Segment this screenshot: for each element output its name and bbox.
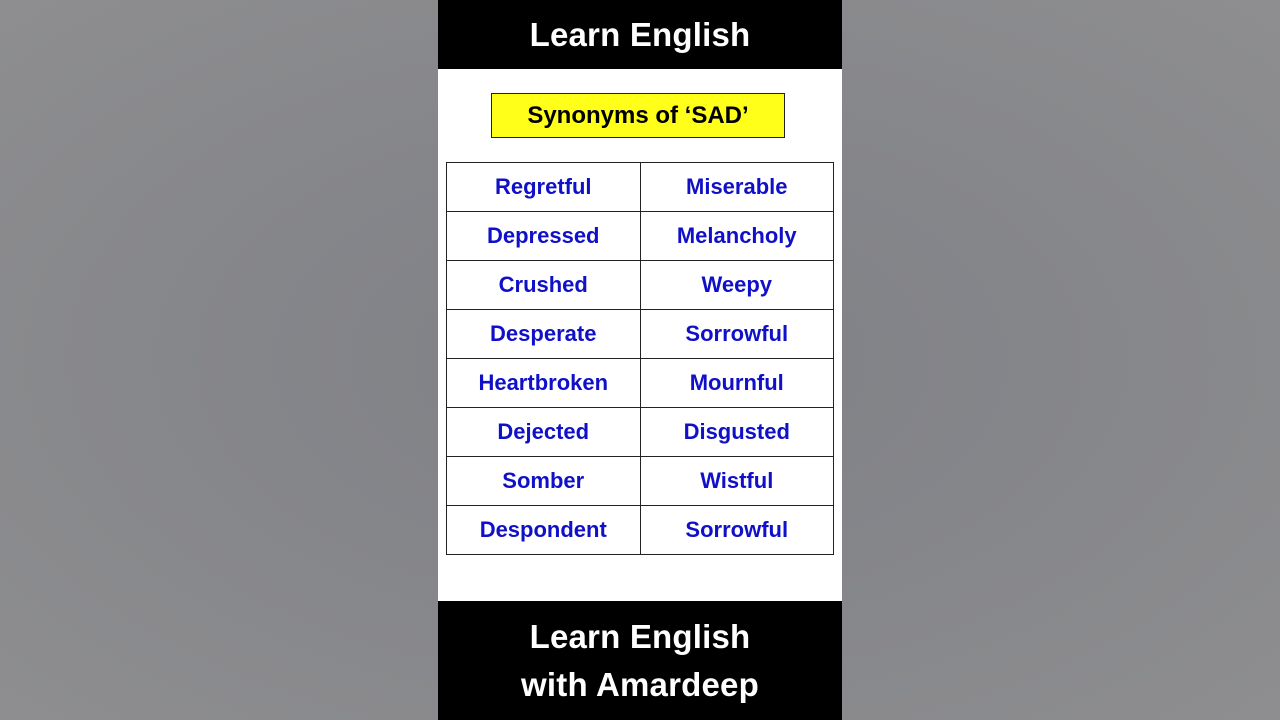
synonyms-title	[491, 93, 785, 138]
table-cell: Depressed	[447, 212, 641, 261]
table-row	[447, 408, 834, 457]
table-row	[447, 506, 834, 555]
bottom-banner	[438, 601, 842, 720]
table-cell: Miserable	[640, 163, 834, 212]
table-row	[447, 310, 834, 359]
table-cell: Sorrowful	[640, 506, 834, 555]
footer-line-1: Learn English	[529, 617, 751, 655]
header-title: Learn English	[529, 15, 751, 53]
table-cell: Desperate	[447, 310, 641, 359]
table-cell: Despondent	[447, 506, 641, 555]
table-cell: Disgusted	[640, 408, 834, 457]
table-cell: Heartbroken	[447, 359, 641, 408]
table-row	[447, 163, 834, 212]
synonyms-title-text: Synonyms of ‘SAD’	[527, 101, 749, 129]
table-row	[447, 261, 834, 310]
table-row	[447, 359, 834, 408]
table-cell: Wistful	[640, 457, 834, 506]
table-cell: Dejected	[447, 408, 641, 457]
table-row	[447, 212, 834, 261]
table-cell: Melancholy	[640, 212, 834, 261]
table-cell: Somber	[447, 457, 641, 506]
footer-line-2: with Amardeep	[521, 665, 759, 703]
synonyms-table	[446, 162, 834, 555]
content-panel	[438, 0, 842, 720]
table-cell: Sorrowful	[640, 310, 834, 359]
table-cell: Crushed	[447, 261, 641, 310]
table-cell: Regretful	[447, 163, 641, 212]
table-cell: Mournful	[640, 359, 834, 408]
top-banner	[438, 0, 842, 69]
table-cell: Weepy	[640, 261, 834, 310]
table-row	[447, 457, 834, 506]
